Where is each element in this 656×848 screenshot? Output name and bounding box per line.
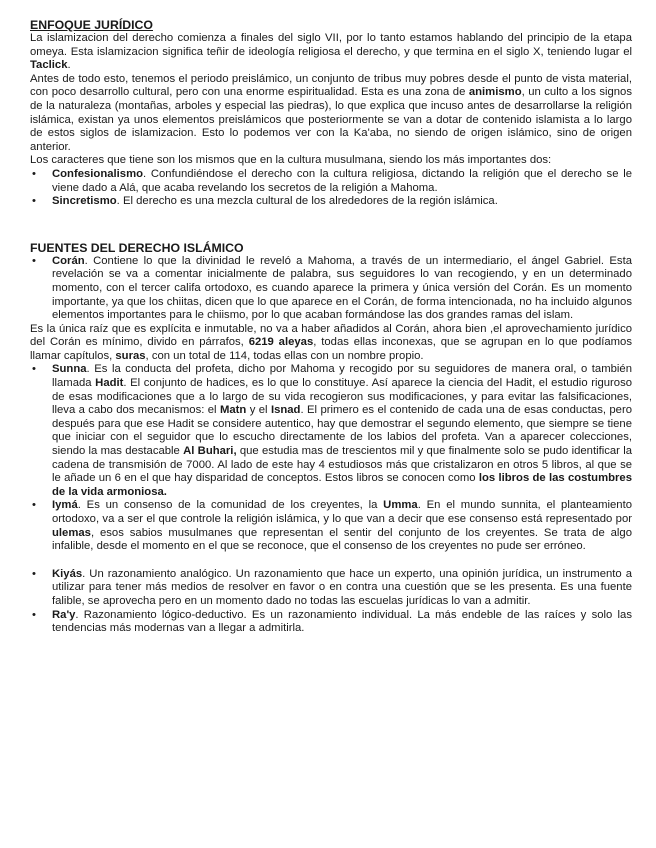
fuentes-list-1 <box>30 255 632 323</box>
list-item-sunna: • Sunna. Es la conducta del profeta, dicho por Mahoma y recogido por su seguidores de manera oral, o también llamada Hadit. El conjunto de hadices, es lo que lo constituye. Así aparece la ciencia del Hadit, el estudio riguroso de esas modificaciones que a lo largo de su vida recogieron sus modificaciones, y para evitar las falsificaciones, lleva a cabo dos mecanismos: el Matn y el Isnad. El primero es el contenido de cada una de esas conductas, pero después para que ese Hadit se considere autentico, hay que demostrar el segundo elemento, que siempre se tiene que iniciar con el seguidor que lo escucho directamente de los labios del profeta. Van a aparecer colecciones, siendo la mas destacable Al Buhari, que estudia mas de trescientos mil y que finalmente solo se pudo identificar la cadena de transmisión de 7000. Al lado de este hay 4 estudiosos más que cristalizaron en otros 5 libros, al que se le añade un 6 en el que hay disparidad de conceptos. Estos libros se conocen como los libros de las costumbres de la vida armoniosa. <box>32 363 633 498</box>
term-animismo: animismo <box>468 86 522 99</box>
caracteres-list <box>30 168 632 209</box>
term-aleyas: 6219 aleyas <box>248 336 314 349</box>
list-item-ray: • Ra'y. Razonamiento lógico-deductivo. Es un razonamiento individual. La más endeble de las raíces y solo las tendencias más modernas van a llegar a admitirla. <box>32 608 632 635</box>
term-taclick: Taclick <box>30 59 68 72</box>
list-item-kiyas: • Kiyás. Un razonamiento analógico. Un razonamiento que hace un experto, una opinión jurídica, un instrumento a utilizar para tener más medios de resolver en favor o en contra una cuestión que se les presenta. Es una fuente falible, se aprovecha pero en un momento dado no todas las escuelas jurídicas lo van a admitir. <box>32 567 632 607</box>
bullet-icon: • <box>32 363 36 376</box>
bullet-icon: • <box>32 254 36 267</box>
paragraph-coran-followup: Es la única raíz que es explícita e inmutable, no va a haber añadidos al Corán, ahora bien ,el aprovechamiento jurídico del Corán es mínimo, divido en párrafos, 6219 aleyas, todas ellas inconexas, que se agrupan en lo que podíamos llamar capítulos, suras, con un total de 114, todas ellas con un nombre propio. <box>30 322 632 362</box>
list-item-sincretismo: • Sincretismo. El derecho es una mezcla cultural de los alrededores de la región islámica. <box>32 195 498 208</box>
bullet-icon: • <box>32 167 36 180</box>
section-title-fuentes: FUENTES DEL DERECHO ISLÁMICO <box>30 240 244 255</box>
list-item-confesionalismo: • Confesionalismo. Confundiéndose el derecho con la cultura religiosa, dictando la religión que el derecho se le viene dado a Alá, que acaba revelando los secretos de la religión a Mahoma. <box>32 167 632 194</box>
section-title-enfoque-juridico: ENFOQUE JURÍDICO <box>30 18 153 32</box>
bullet-icon: • <box>32 608 36 621</box>
paragraph-preislamico: Antes de todo esto, tenemos el periodo preislámico, un conjunto de tribus muy pobres desde el punto de vista material, con poco desarrollo cultural, pero con una enorme espiritualidad. Esta es una zona de animismo, un culto a los signos de la naturaleza (montañas, arboles y especial las piedras), lo que explica que incuso antes de desarrollarse la religión islámica, existan ya unos elementos preislámicos que posteriormente se van a dotar de contenido islamista a lo largo de estos siglos de islamizacion. Esto lo podemos ver con la Ka'aba, no siendo de origen islámico, sino de origen anterior. <box>30 72 632 153</box>
bullet-icon: • <box>32 195 36 208</box>
paragraph-caracteres: Los caracteres que tiene son los mismos que en la cultura musulmana, siendo los más importantes dos: <box>30 154 552 167</box>
bullet-icon: • <box>32 499 36 512</box>
term-suras: suras <box>115 349 146 362</box>
list-item-coran: • Corán. Contiene lo que la divinidad le reveló a Mahoma, a través de un intermediario, el ángel Gabriel. Esta revelación se va a comentar inicialmente de palabra, sus seguidores lo van recogiendo, y en un determinado momento, con el tercer califa ortodoxo, es cuando aparece la primera y única versión del Corán. Es un momento importante, ya que los chiitas, dicen que lo que aparece en el Corán, de forma intencionada, no ha incluido algunos elementos importantes para le chiismo, por lo que acaban formándose las dos grandes ramas del islam. <box>32 254 632 322</box>
paragraph-islamizacion: La islamizacion del derecho comienza a finales del siglo VII, por lo tanto estamos hablando del principio de la etapa omeya. Esta islamizacion significa teñir de ideología religiosa el derecho, y que termina en el siglo X, teniendo lugar el Taclick. <box>30 32 632 72</box>
list-item-iyma: • Iymá. Es un consenso de la comunidad de los creyentes, la Umma. En el mundo sunnita, el planteamiento ortodoxo, va a ser el que controle la religión islámica, y lo que van a decir que ese consenso está representado por ulemas, esos sabios musulmanes que representan el sentir del conjunto de los creyentes. Se trata de algo infalible, desde el momento en el que se reconoce, que el consenso de los creyentes no pude ser erróneo. <box>32 499 633 553</box>
fuentes-list-2 <box>30 363 632 553</box>
fuentes-list-3 <box>30 568 632 636</box>
bullet-icon: • <box>32 567 36 580</box>
